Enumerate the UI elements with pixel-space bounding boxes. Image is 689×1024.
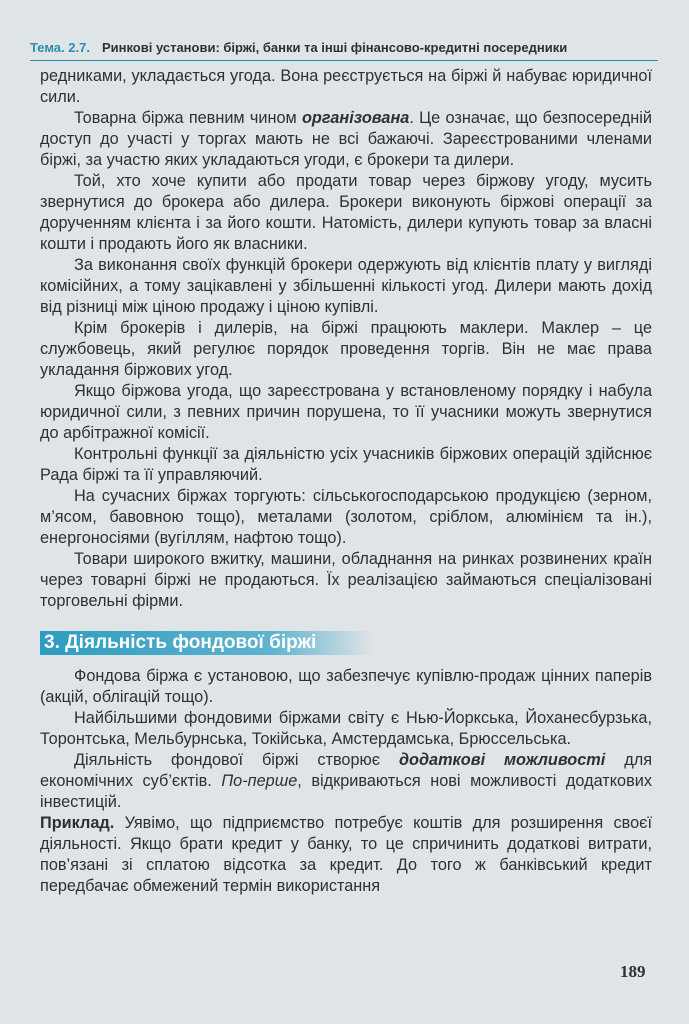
text-run: Діяльність фондової біржі створює bbox=[74, 751, 381, 769]
paragraph: Товари широкого вжитку, машини, обладнання на ринках розвинених країн через товарні біржі не продаються. Їх реалізацією займаються спеціалізовані торговельні фірми. bbox=[40, 550, 652, 610]
page-number: 189 bbox=[620, 962, 646, 981]
emphasis-term: організована bbox=[301, 109, 410, 127]
paragraph: Контрольні функції за діяльністю усіх учасників біржових операцій здійснює Рада біржі та її управляючий. bbox=[40, 445, 652, 484]
page-body bbox=[40, 66, 652, 897]
italic-term: По-перше bbox=[221, 772, 298, 790]
paragraph: На сучасних біржах торгують: сільськогосподарською продукцією (зерном, м’ясом, бавовною тощо), металами (золотом, сріблом, алюмінієм та ін.), енергоносіями (вугіллям, нафтою тощо). bbox=[40, 487, 652, 547]
paragraph: Якщо біржова угода, що зареєстрована у встановленому порядку і набула юридичної сили, з певних причин порушена, то її учасники можуть звернутися до арбітражної комісії. bbox=[40, 382, 652, 442]
text-run: для економічних суб’єктів. bbox=[40, 751, 653, 790]
paragraph bbox=[40, 750, 652, 813]
paragraph: Найбільшими фондовими біржами світу є Нью-Йоркська, Йоханесбурзька, Торонтська, Мельбурнська, Токійська, Амстердамська, Брюссельська. bbox=[40, 709, 652, 748]
paragraph: Фондова біржа є установою, що забезпечує купівлю-продаж цінних паперів (акцій, облігацій тощо). bbox=[40, 667, 652, 706]
text-run: Товарна біржа певним чином bbox=[74, 109, 297, 127]
example-label: Приклад. bbox=[40, 814, 115, 832]
emphasis-term: додаткові можливості bbox=[398, 751, 606, 769]
text-run: . Це означає, що безпосередній доступ до участі у торгах мають не всі бажаючі. Зареєстрованими членами біржі, за участю яких укладаються угоди, є брокери та дилери. bbox=[40, 109, 653, 169]
header-title: Ринкові установи: біржі, банки та інші фінансово-кредитні посередники bbox=[101, 40, 568, 55]
section-heading: 3. Діяльність фондової біржі bbox=[40, 631, 372, 655]
text-run: , відкриваються нові можливості додаткових інвестицій. bbox=[40, 772, 652, 811]
example-paragraph bbox=[40, 813, 652, 897]
paragraph: редниками, укладається угода. Вона реєструється на біржі й набуває юридичної сили. bbox=[40, 67, 652, 106]
example-text: Уявімо, що підприємство потребує коштів для розширення своєї діяльності. Якщо брати кредит у банку, то це спричинить додаткові витрати, пов’язані зі сплатою відсотка за кредит. До того ж банківський кредит передбачає обмежений термін використання bbox=[40, 814, 652, 895]
paragraph: За виконання своїх функцій брокери одержують від клієнтів плату у вигляді комісійних, а тому зацікавлені у збільшенні кількості угод. Дилери мають дохід від різниці між ціною продажу і ціною купівлі. bbox=[40, 256, 652, 316]
paragraph: Крім брокерів і дилерів, на біржі працюють маклери. Маклер – це службовець, який регулює порядок проведення торгів. Він не має права укладання біржових угод. bbox=[40, 319, 652, 379]
paragraph: Той, хто хоче купити або продати товар через біржову угоду, мусить звернутися до брокера або дилера. Брокери виконують біржові операції за дорученням клієнта і за його кошти. Натомість, дилери купують товар за власні кошти і продають його як власники. bbox=[40, 172, 652, 253]
paragraph bbox=[40, 108, 652, 171]
running-header bbox=[30, 40, 660, 55]
header-topic: Тема. 2.7. bbox=[30, 40, 90, 55]
header-rule bbox=[30, 60, 658, 61]
